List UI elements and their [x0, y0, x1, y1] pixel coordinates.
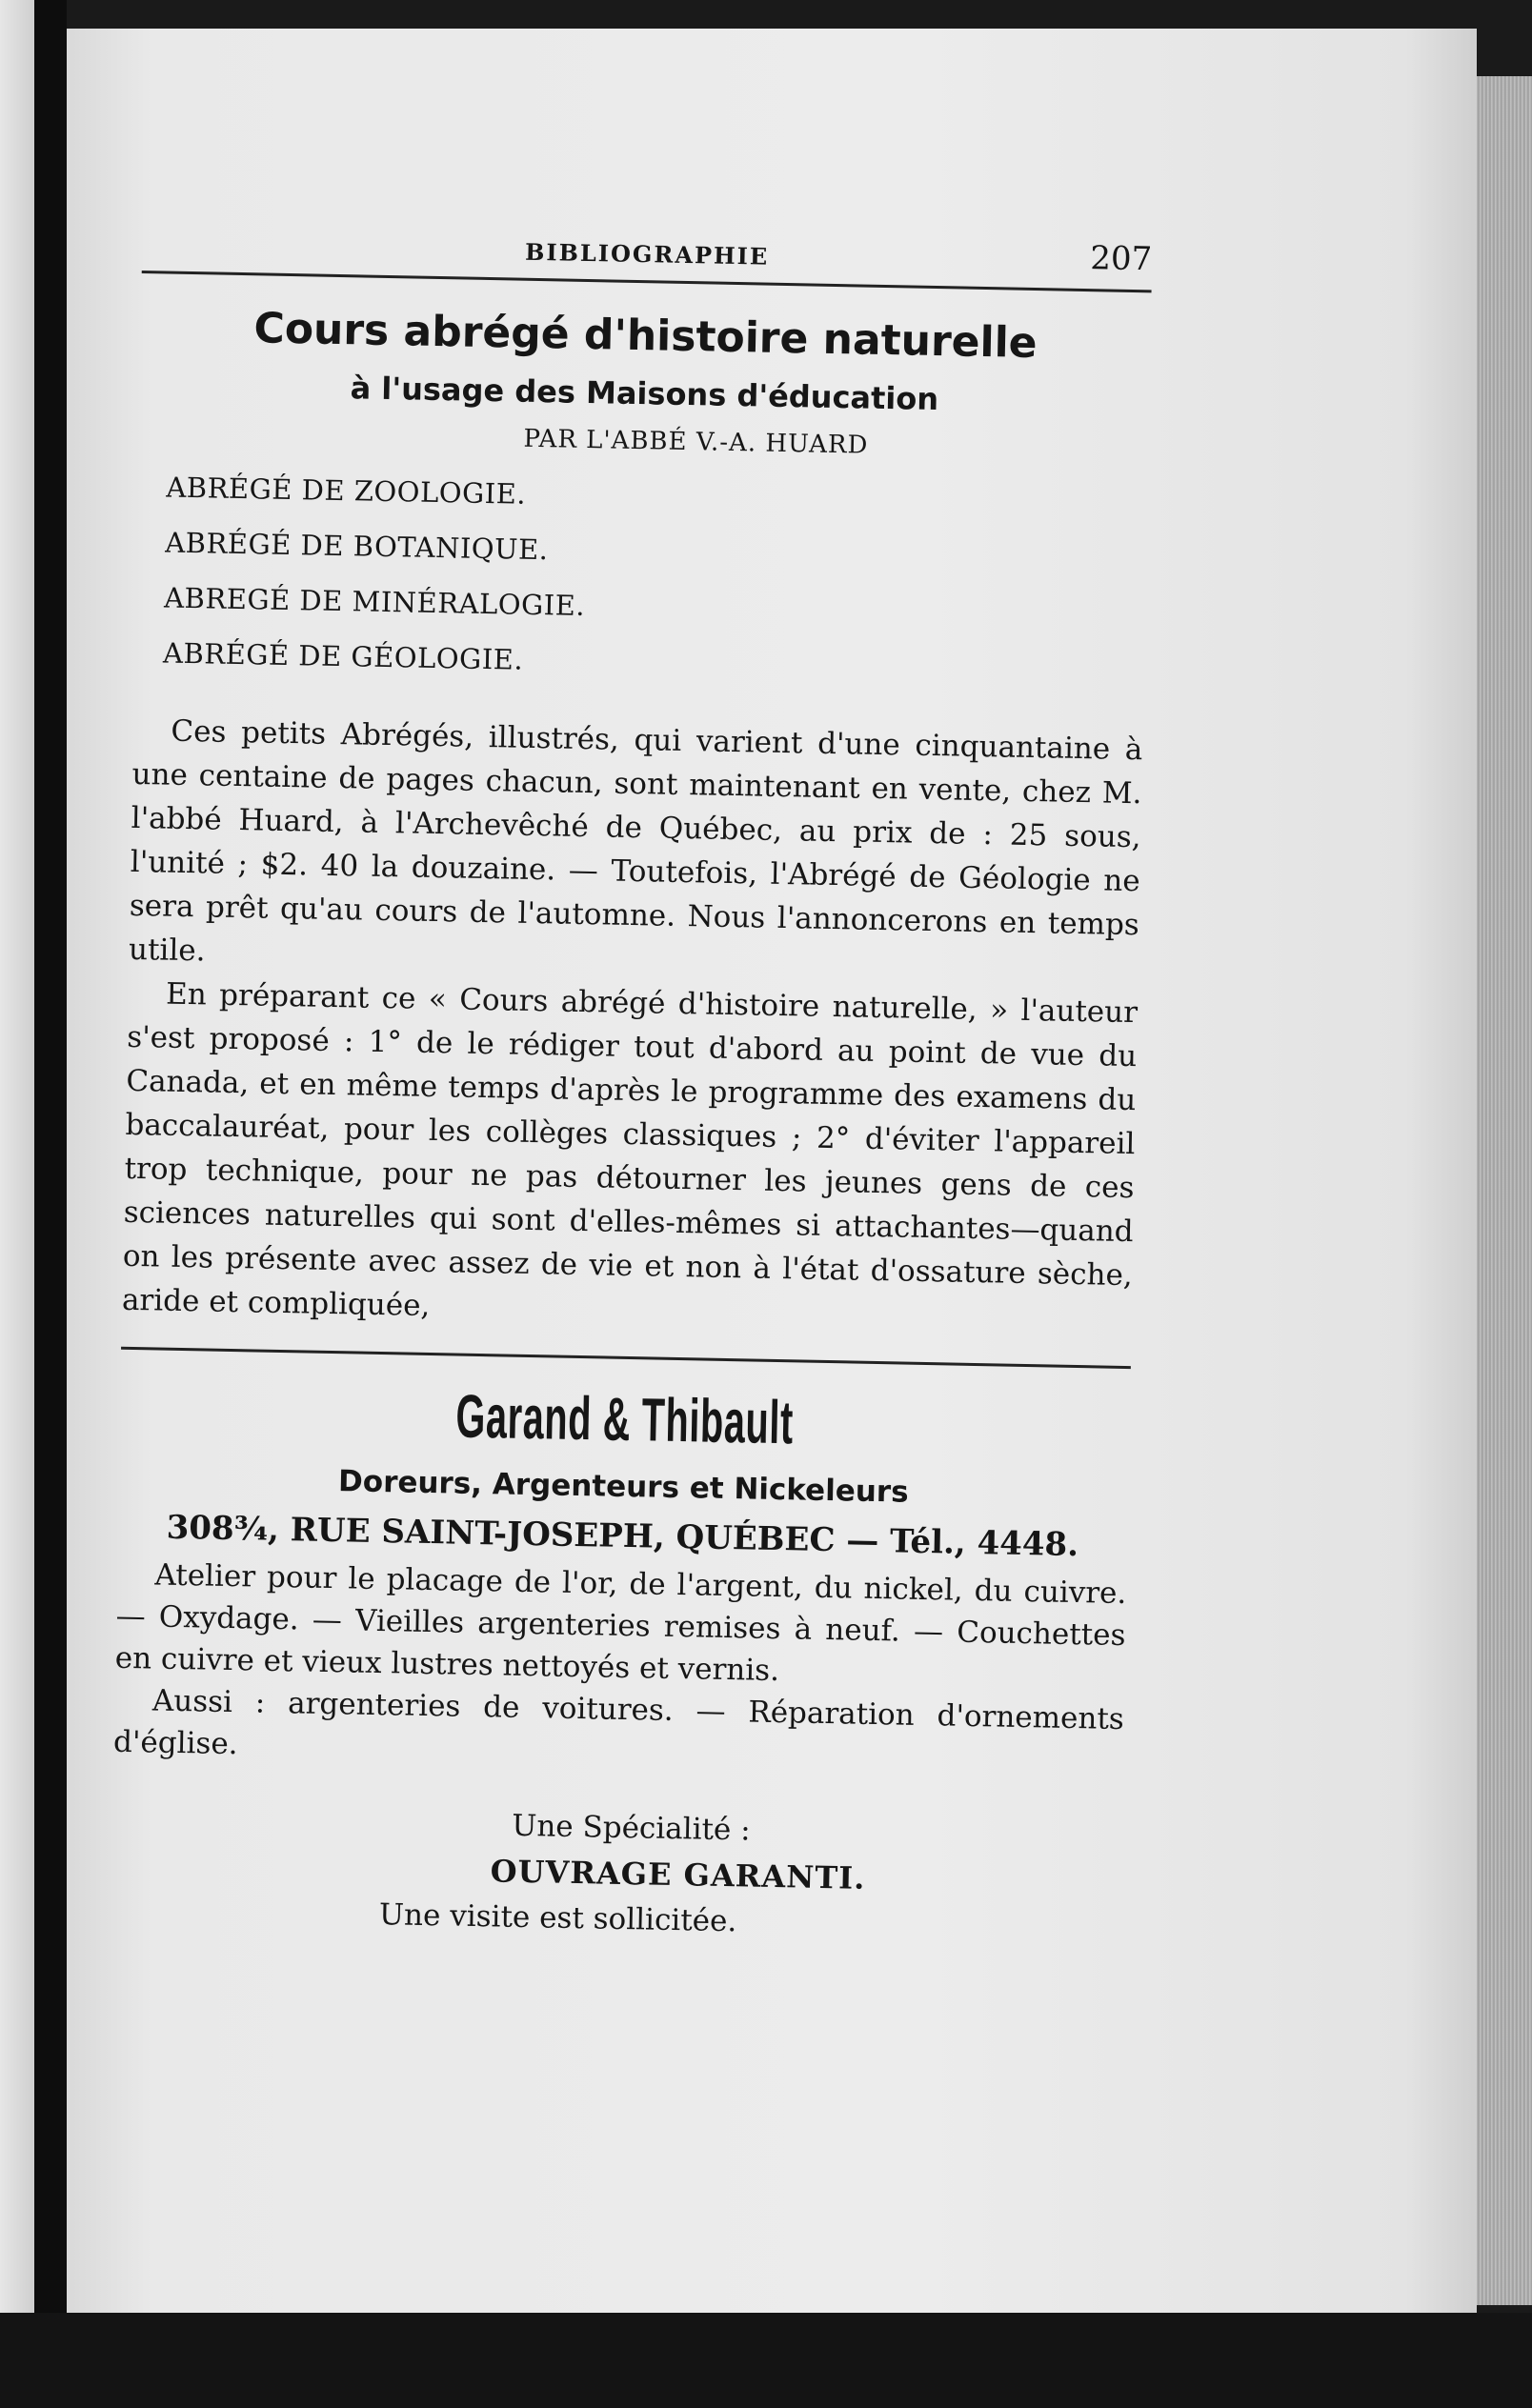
volume-geologie: ABRÉGÉ DE GÉOLOGIE. [162, 636, 524, 676]
book-gutter [34, 0, 67, 2408]
ad-specialty-label: Une Spécialité : [511, 1808, 752, 1848]
section-divider [121, 1347, 1131, 1369]
page-stack-edge [1477, 76, 1532, 2305]
volume-mineralogie: ABREGÉ DE MINÉRALOGIE. [163, 581, 586, 622]
page-content [110, 210, 1153, 1952]
ad-paragraph: Atelier pour le placage de l'or, de l'argent, du nickel, du cuivre. — Oxydage. — Vieilles argenteries remises à neuf. — Couchettes en cuivre et vieux lustres nettoyés et vernis. [114, 1557, 1127, 1689]
book-author: PAR L'ABBÉ V.-A. HUARD [523, 424, 869, 460]
running-title: BIBLIOGRAPHIE [524, 237, 770, 271]
ad-paragraph: Aussi : argenteries de voitures. — Réparation d'ornements d'église. [112, 1683, 1125, 1762]
book-title: Cours abrégé d'histoire naturelle [253, 304, 1038, 369]
volume-zoologie: ABRÉGÉ DE ZOOLOGIE. [166, 471, 527, 511]
book-paragraph: En préparant ce « Cours abrégé d'histoire naturelle, » l'auteur s'est proposé : 1° de le rédiger tout d'abord au point de vue du Canada, et en même temps d'après le programme des examens du baccalauréat, pour les collèges classiques ; 2° d'éviter l'appareil trop technique, pour ne pas détourner les jeunes gens de ces sciences naturelles qui sont d'elles-mêmes si attachantes—quand on les présente avec assez de vie et non à l'état d'ossature sèche, aride et compliquée, [121, 976, 1139, 1323]
volume-botanique: ABRÉGÉ DE BOTANIQUE. [164, 526, 549, 567]
volume-list [134, 459, 1148, 699]
advertisement [110, 1375, 1130, 1952]
ad-visit: Une visite est sollicitée. [378, 1897, 737, 1939]
page-number: 207 [1089, 239, 1153, 279]
facing-page-edge [0, 0, 34, 2408]
ad-guarantee: OUVRAGE GARANTI. [490, 1853, 866, 1896]
book-paragraph: Ces petits Abrégés, illustrés, qui varient d'une cinquantaine à une centaine de pages chacun, sont maintenant en vente, chez M. l'abbé Huard, à l'Archevêché de Québec, au prix de : 25 sous, l'unité ; $2. 40 la douzaine. — Toutefois, l'Abrégé de Géologie ne sera prêt qu'au cours de l'automne. Nous l'annoncerons en temps utile. [128, 713, 1143, 969]
scan-bottom-band [0, 2313, 1532, 2408]
book-subtitle: à l'usage des Maisons d'éducation [350, 370, 939, 418]
ad-company-name: Garand & Thibault [454, 1381, 795, 1457]
ad-trade: Doreurs, Argenteurs et Nickeleurs [337, 1464, 909, 1510]
ad-address: 308¾, RUE SAINT-JOSEPH, QUÉBEC — Tél., 4448. [166, 1508, 1079, 1565]
